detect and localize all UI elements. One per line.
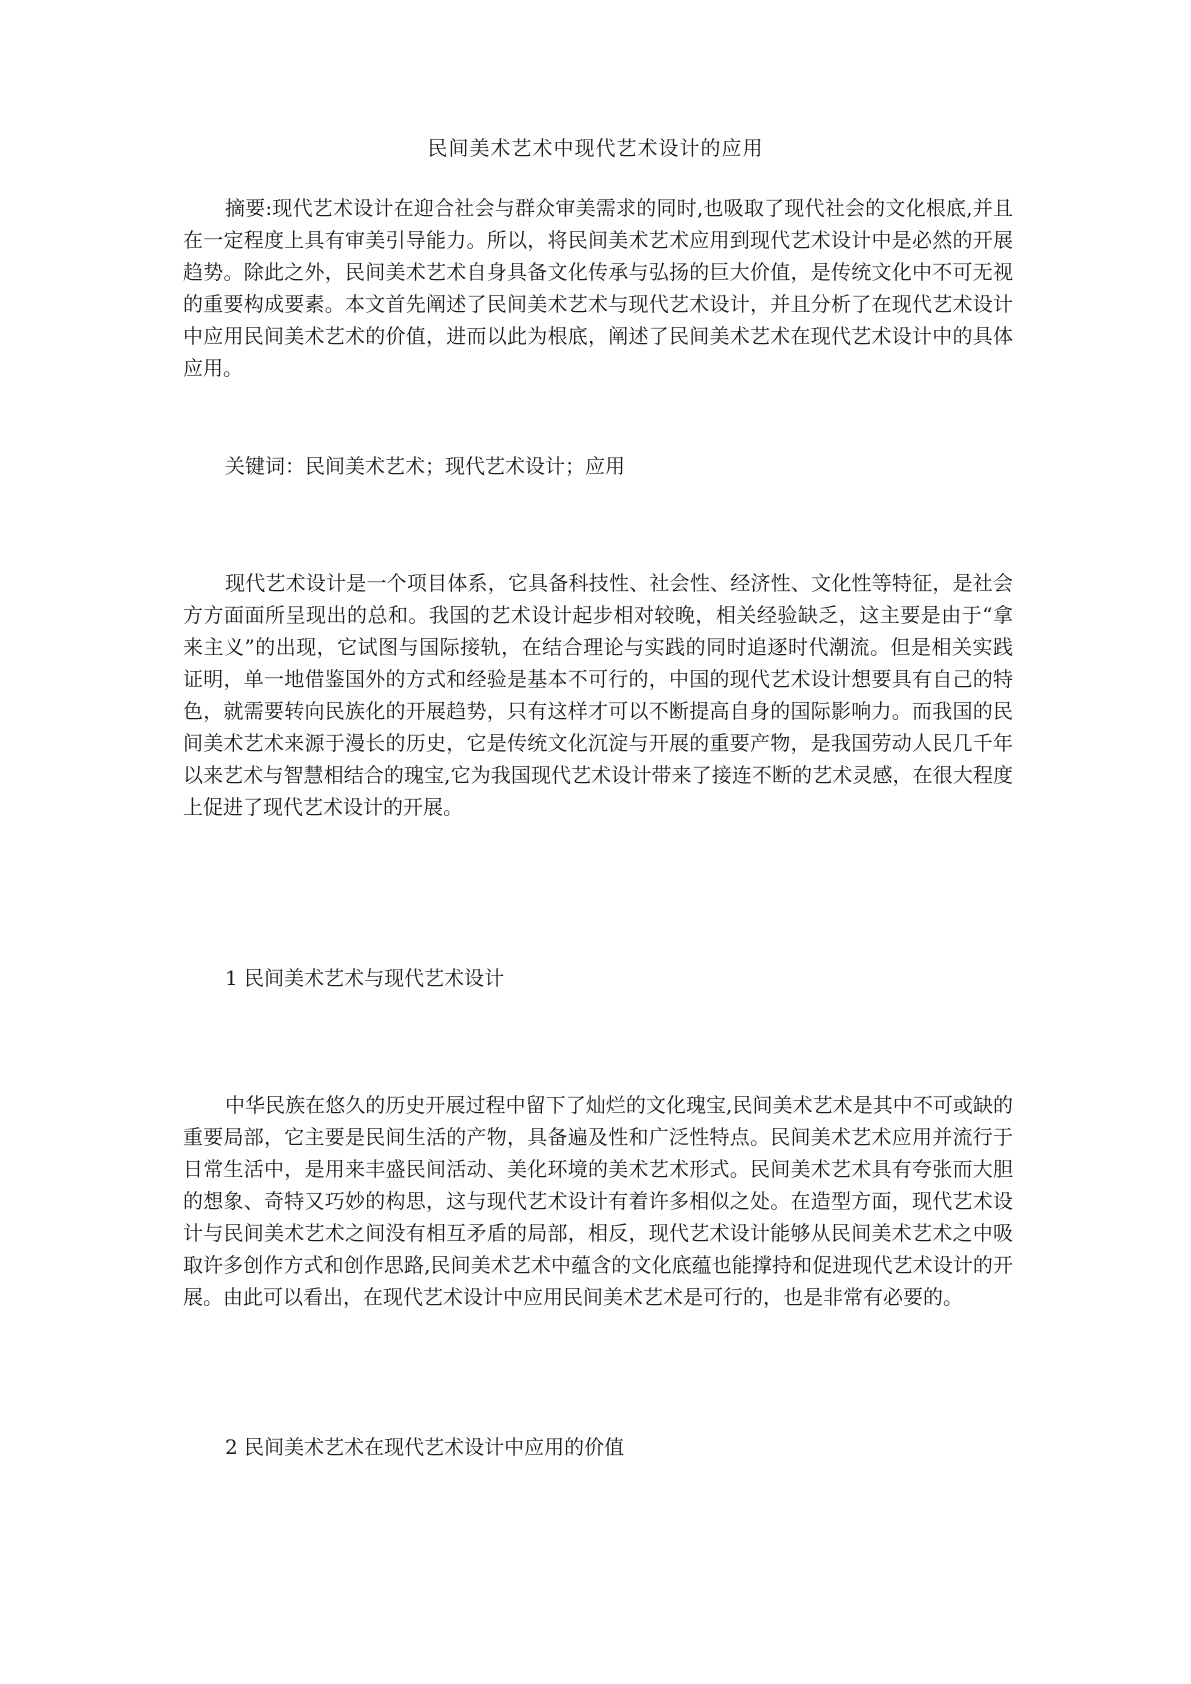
intro-paragraph: 现代艺术设计是一个项目体系，它具备科技性、社会性、经济性、文化性等特征，是社会方方面面所呈现出的总和。我国的艺术设计起步相对较晚，相关经验缺乏，这主要是由于“拿来主义”的出现，它试图与国际接轨，在结合理论与实践的同时追逐时代潮流。但是相关实践证明，单一地借鉴国外的方式和经验是基本不可行的，中国的现代艺术设计想要具有自己的特色，就需要转向民族化的开展趋势，只有这样才可以不断提高自身的国际影响力。而我国的民间美术艺术来源于漫长的历史，它是传统文化沉淀与开展的重要产物，是我国劳动人民几千年以来艺术与智慧相结合的瑰宝,它为我国现代艺术设计带来了接连不断的艺术灵感，在很大程度上促进了现代艺术设计的开展。 <box>183 571 1013 819</box>
abstract-paragraph: 摘要:现代艺术设计在迎合社会与群众审美需求的同时,也吸取了现代社会的文化根底,并且在一定程度上具有审美引导能力。所以，将民间美术艺术应用到现代艺术设计中是必然的开展趋势。除此之外，民间美术艺术自身具备文化传承与弘扬的巨大价值，是传统文化中不可无视的重要构成要素。本文首先阐述了民间美术艺术与现代艺术设计，并且分析了在现代艺术设计中应用民间美术艺术的价值，进而以此为根底，阐述了民间美术艺术在现代艺术设计中的具体应用。 <box>183 196 1013 380</box>
section-1-heading: 1 民间美术艺术与现代艺术设计 <box>225 966 505 990</box>
keywords-line: 关键词：民间美术艺术；现代艺术设计；应用 <box>225 454 625 478</box>
document-title: 民间美术艺术中现代艺术设计的应用 <box>427 136 764 160</box>
section-2-heading: 2 民间美术艺术在现代艺术设计中应用的价值 <box>225 1435 625 1459</box>
section-1-paragraph: 中华民族在悠久的历史开展过程中留下了灿烂的文化瑰宝,民间美术艺术是其中不可或缺的重要局部，它主要是民间生活的产物，具备遍及性和广泛性特点。民间美术艺术应用并流行于日常生活中，是用来丰盛民间活动、美化环境的美术艺术形式。民间美术艺术具有夸张而大胆的想象、奇特又巧妙的构思，这与现代艺术设计有着许多相似之处。在造型方面，现代艺术设计与民间美术艺术之间没有相互矛盾的局部，相反，现代艺术设计能够从民间美术艺术之中吸取许多创作方式和创作思路,民间美术艺术中蕴含的文化底蕴也能撑持和促进现代艺术设计的开展。由此可以看出，在现代艺术设计中应用民间美术艺术是可行的，也是非常有必要的。 <box>183 1093 1013 1309</box>
